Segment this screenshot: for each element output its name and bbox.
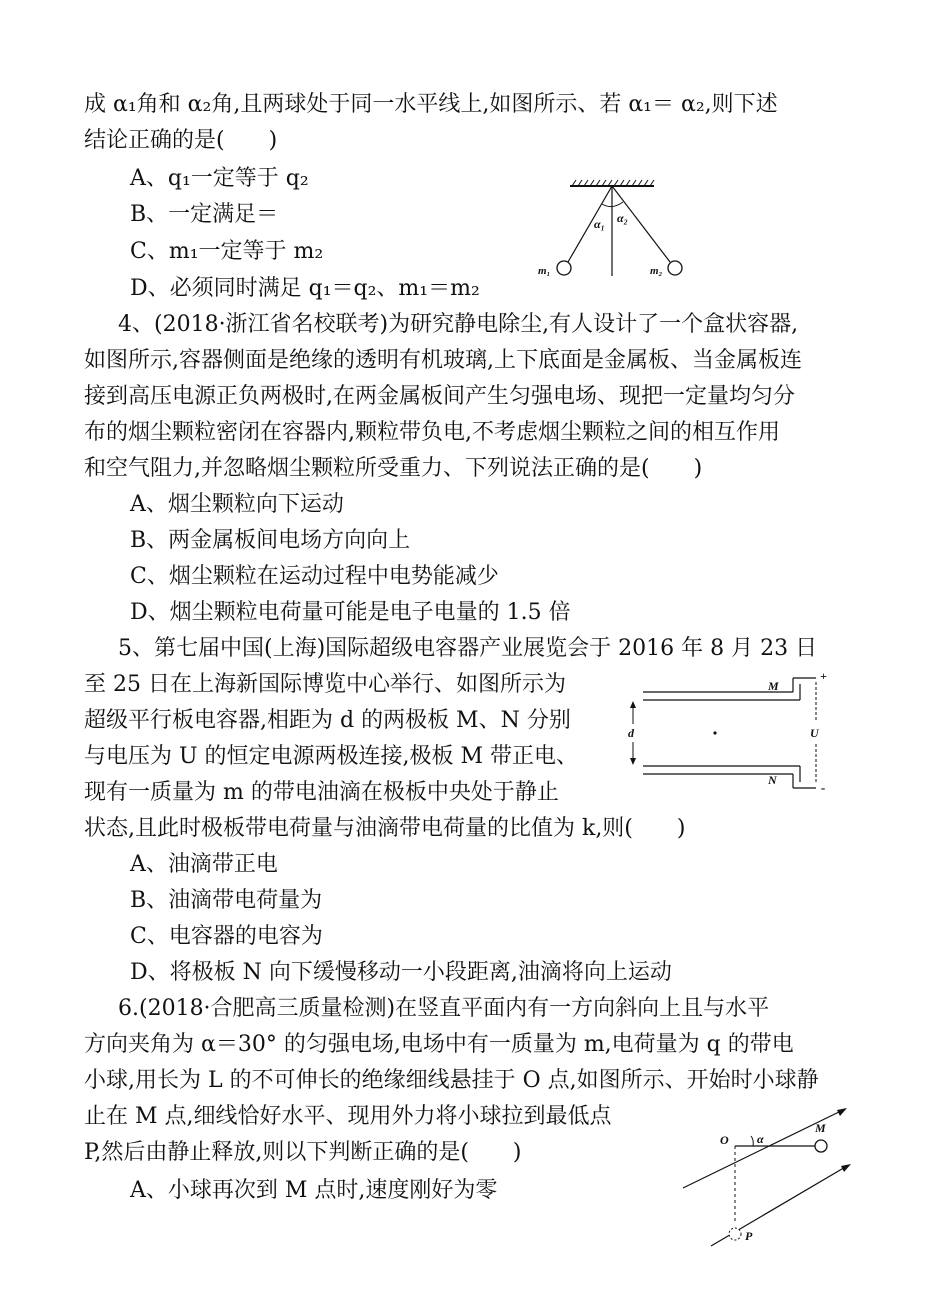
ball-m2 xyxy=(668,261,682,275)
option-a: A、烟尘颗粒向下运动 xyxy=(130,492,344,517)
label-plus: + xyxy=(820,669,827,683)
option-c: C、烟尘颗粒在运动过程中电势能减少 xyxy=(130,564,499,589)
option-d: D、必须同时满足 q₁＝q₂、m₁＝m₂ xyxy=(130,276,480,301)
option-a: A、小球再次到 M 点时,速度刚好为零 xyxy=(130,1178,498,1203)
text-line: 止在 M 点,细线恰好水平、现用外力将小球拉到最低点 xyxy=(84,1104,612,1129)
question-4-title: 4、(2018·浙江省名校联考)为研究静电除尘,有人设计了一个盒状容器, xyxy=(118,312,799,337)
label-m: M xyxy=(768,679,779,693)
text-line: 如图所示,容器侧面是绝缘的透明有机玻璃,上下底面是金属板、当金属板连 xyxy=(84,348,802,373)
ball-p xyxy=(729,1228,741,1240)
option-b: B、两金属板间电场方向向上 xyxy=(130,528,411,553)
label-alpha: α xyxy=(757,1132,764,1146)
thread-left xyxy=(568,186,612,262)
m2-label: m₂ xyxy=(650,265,663,277)
text-line: 布的烟尘颗粒密闭在容器内,颗粒带负电,不考虑烟尘颗粒之间的相互作用 xyxy=(84,420,780,445)
text-line: 结论正确的是( ) xyxy=(84,128,278,153)
text-line: P,然后由静止释放,则以下判断正确的是( ) xyxy=(84,1140,522,1165)
angle-arc xyxy=(751,1136,753,1146)
option-d: D、烟尘颗粒电荷量可能是电子电量的 1.5 倍 xyxy=(130,600,571,625)
option-b: B、一定满足＝ xyxy=(130,202,279,227)
ball-m1 xyxy=(557,261,571,275)
alpha1-label: α₁ xyxy=(594,217,605,231)
m1-label: m₁ xyxy=(538,265,551,277)
label-m: M xyxy=(815,1121,826,1135)
label-d: d xyxy=(628,726,634,740)
option-a: A、油滴带正电 xyxy=(130,852,278,877)
text-line: 状态,且此时极板带电荷量与油滴带电荷量的比值为 k,则( ) xyxy=(84,816,686,841)
option-c: C、m₁一定等于 m₂ xyxy=(130,239,324,264)
text-line: 接到高压电源正负两极时,在两金属板间产生匀强电场、现把一定量均匀分 xyxy=(84,384,795,409)
figure-field xyxy=(675,1098,865,1258)
text-line: 超级平行板电容器,相距为 d 的两极板 M、N 分别 xyxy=(84,708,571,733)
text-line: 现有一质量为 m 的带电油滴在极板中央处于静止 xyxy=(84,780,559,805)
text-line: 成 α₁角和 α₂角,且两球处于同一水平线上,如图所示、若 α₁＝ α₂,则下述 xyxy=(84,92,778,117)
label-p: P xyxy=(745,1229,753,1243)
option-a: A、q₁一定等于 q₂ xyxy=(130,166,309,191)
label-n: N xyxy=(768,773,777,787)
text-line: 至 25 日在上海新国际博览中心举行、如图所示为 xyxy=(84,672,566,697)
label-minus: - xyxy=(821,780,826,795)
option-c: C、电容器的电容为 xyxy=(130,924,323,949)
question-5-title: 5、第七届中国(上海)国际超级电容器产业展览会于 2016 年 8 月 23 日 xyxy=(118,636,818,661)
label-u: U xyxy=(810,726,819,740)
text-line: 方向夹角为 α＝30° 的匀强电场,电场中有一质量为 m,电荷量为 q 的带电 xyxy=(84,1032,794,1057)
text-line: 小球,用长为 L 的不可伸长的绝缘细线悬挂于 O 点,如图所示、开始时小球静 xyxy=(84,1068,819,1093)
text-line: 和空气阻力,并忽略烟尘颗粒所受重力、下列说法正确的是( ) xyxy=(84,456,703,481)
text-line: 与电压为 U 的恒定电源两极连接,极板 M 带正电、 xyxy=(84,744,579,769)
option-d: D、将极板 N 向下缓慢移动一小段距离,油滴将向上运动 xyxy=(130,960,672,985)
figure-capacitor xyxy=(620,668,845,813)
option-b: B、油滴带电荷量为 xyxy=(130,888,323,913)
ball-m xyxy=(815,1140,827,1152)
figure-pendulum xyxy=(530,178,710,288)
alpha2-label: α₂ xyxy=(617,211,628,225)
label-o: O xyxy=(720,1133,729,1147)
oil-drop xyxy=(713,731,716,734)
question-6-title: 6.(2018·合肥高三质量检测)在竖直平面内有一方向斜向上且与水平 xyxy=(118,996,770,1021)
